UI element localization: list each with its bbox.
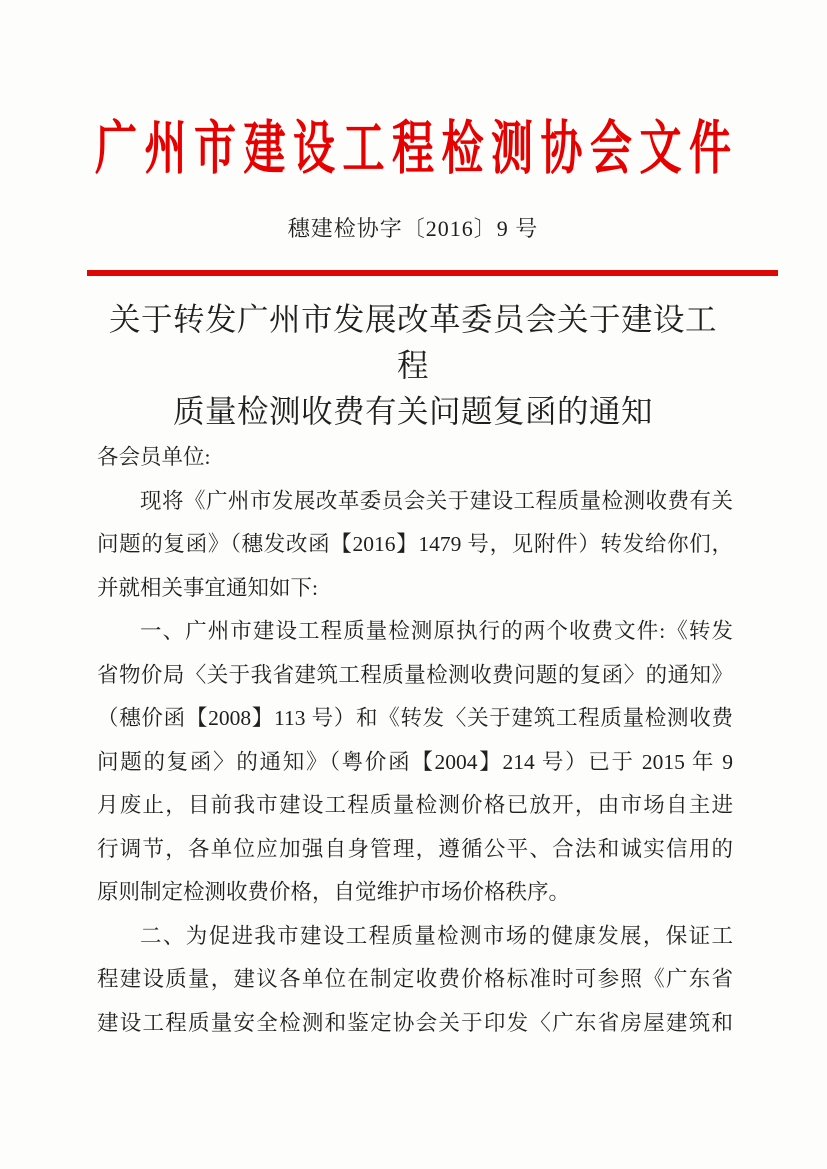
body-text-line: 建设工程质量安全检测和鉴定协会关于印发〈广东省房屋建筑和 <box>97 1010 733 1035</box>
doc-number: 穗建检协字〔2016〕9 号 <box>287 216 539 241</box>
body-lines <box>97 480 733 1046</box>
doc-title <box>95 297 731 435</box>
body-text-line: 问题的复函》（穗发改函【2016】1479 号，见附件）转发给你们， <box>97 532 733 556</box>
body-text-line: 一、广州市建设工程质量检测原执行的两个收费文件:《转发 <box>140 619 733 643</box>
red-header-org-title: 广州市建设工程检测协会文件 <box>95 118 731 182</box>
body-text-line: 月废止，目前我市建设工程质量检测价格已放开，由市场自主进 <box>97 793 733 817</box>
doc-title-line2: 质量检测收费有关问题复函的通知 <box>172 394 653 429</box>
body-text-line: 程建设质量，建议各单位在制定收费价格标准时可参照《广东省 <box>97 967 733 991</box>
body-text-line: 原则制定检测收费价格，自觉维护市场价格秩序。 <box>97 880 571 904</box>
body-text-line: 省物价局〈关于我省建筑工程质量检测收费问题的复函〉的通知》 <box>97 662 733 687</box>
doc-title-line1: 关于转发广州市发展改革委员会关于建设工程 <box>108 302 717 383</box>
body-text-line: （穗价函【2008】113 号）和《转发〈关于建筑工程质量检测收费 <box>97 706 733 730</box>
red-divider-line <box>87 270 778 276</box>
body-text-line: 行调节，各单位应加强自身管理，遵循公平、合法和诚实信用的 <box>97 836 733 861</box>
body-text-line: 问题的复函〉的通知》（粤价函【2004】214 号）已于 2015 年 9 <box>97 749 733 774</box>
body-text-line: 并就相关事宜通知如下: <box>97 575 318 600</box>
body-text-line: 二、为促进我市建设工程质量检测市场的健康发展，保证工 <box>140 923 733 948</box>
salutation: 各会员单位: <box>97 445 211 469</box>
doc-body <box>97 436 733 1045</box>
body-text-line: 现将《广州市发展改革委员会关于建设工程质量检测收费有关 <box>140 488 733 513</box>
